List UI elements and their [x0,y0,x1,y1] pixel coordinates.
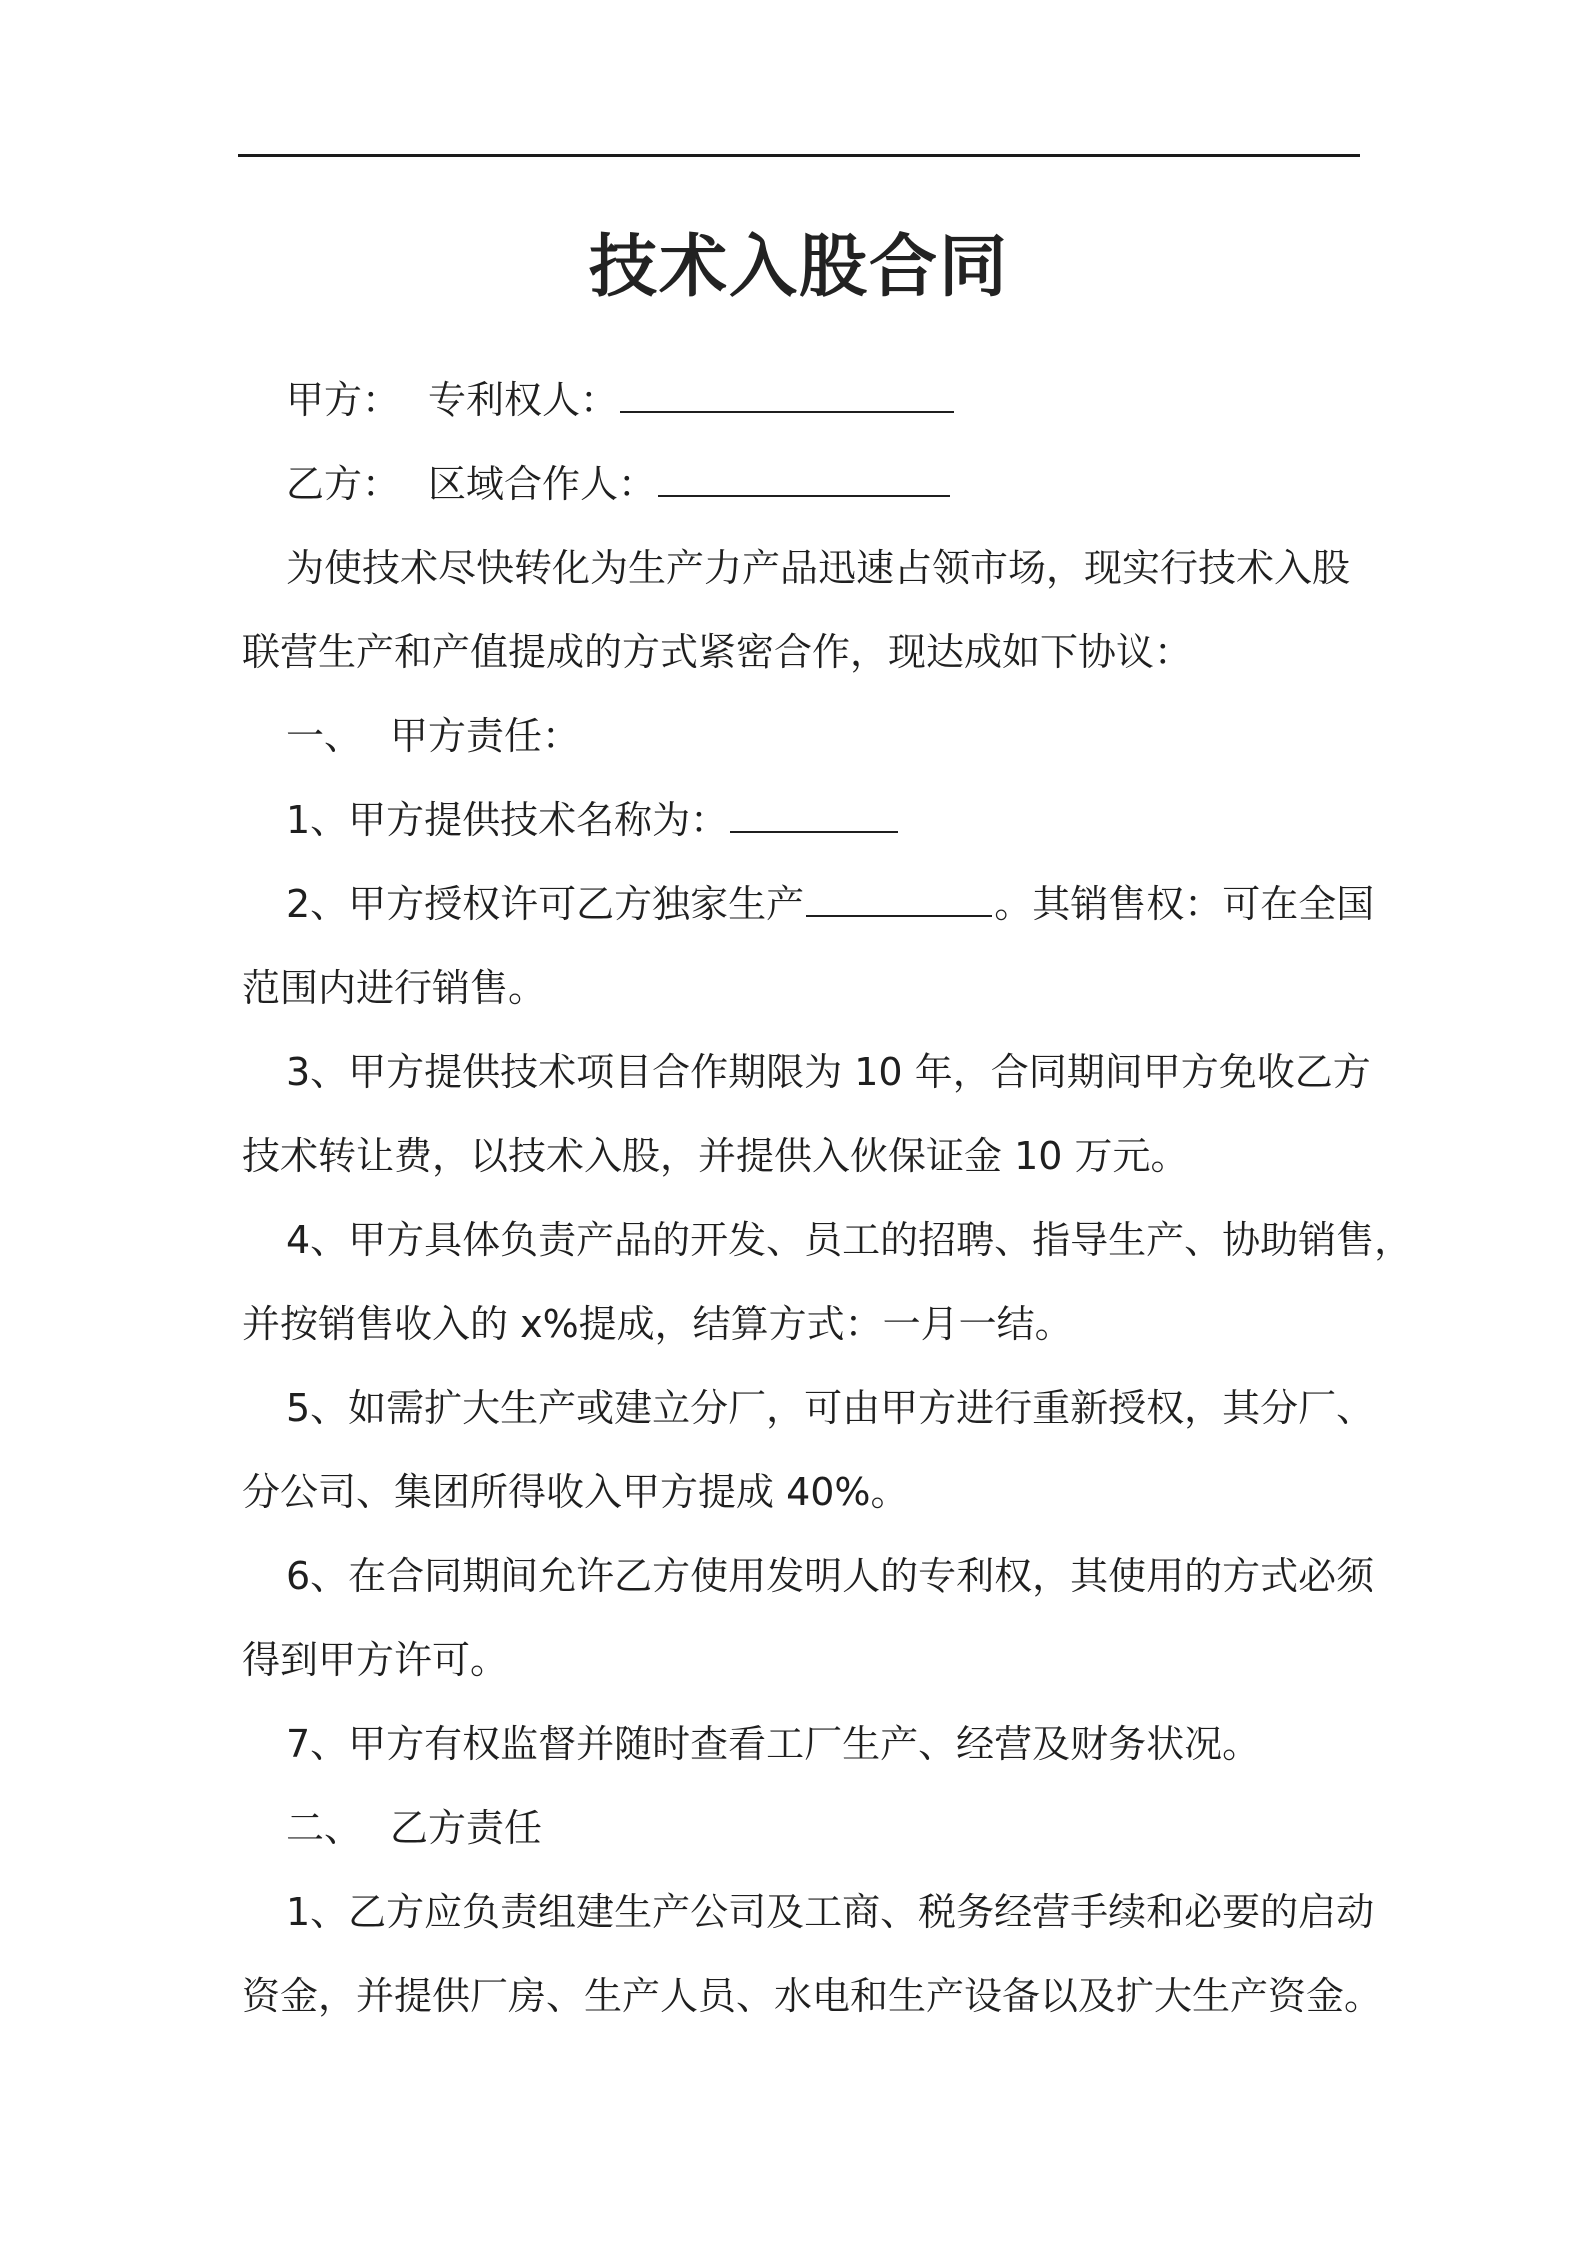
party-a-label: 甲方： [286,378,401,422]
party-b-blank [658,467,950,497]
product-blank [806,887,992,917]
contract-body [242,358,1413,2038]
header-rule [238,154,1360,157]
section-1-title: 甲方责任： [390,714,581,758]
intro-line-2: 联营生产和产值提成的方式紧密合作，现达成如下协议： [242,630,1193,674]
clause-a2-post: 。其销售权：可在全国 [994,882,1375,926]
clause-a4-line-2: 并按销售收入的 x%提成，结算方式：一月一结。 [242,1302,1073,1346]
clause-b1-line-2: 资金，并提供厂房、生产人员、水电和生产设备以及扩大生产资金。 [242,1974,1383,2018]
clause-a2-line-1 [242,862,1375,946]
party-a-role: 专利权人： [428,378,619,422]
clause-a3-line-1: 3、甲方提供技术项目合作期限为 10 年，合同期间甲方免收乙方 [286,1050,1371,1094]
clause-a5-line-1: 5、如需扩大生产或建立分厂，可由甲方进行重新授权，其分厂、 [286,1386,1375,1430]
section-2-number: 二、 [286,1806,363,1850]
clause-a1-text: 1、甲方提供技术名称为： [286,798,729,842]
section-1-number: 一、 [286,714,363,758]
section-2-title: 乙方责任 [390,1806,543,1850]
clause-a3-line-2: 技术转让费，以技术入股，并提供入伙保证金 10 万元。 [242,1134,1189,1178]
party-a-line [242,358,1360,442]
clause-a2-pre: 2、甲方授权许可乙方独家生产 [286,882,805,926]
section-heading-1 [242,694,1360,778]
clause-a4-line-1: 4、甲方具体负责产品的开发、员工的招聘、指导生产、协助销售， [286,1218,1413,1262]
clause-a1 [242,778,1360,862]
clause-a2-line-2: 范围内进行销售。 [242,966,547,1010]
clause-a6-line-1: 6、在合同期间允许乙方使用发明人的专利权，其使用的方式必须 [286,1554,1375,1598]
party-b-line [242,442,1360,526]
clause-b1-line-1: 1、乙方应负责组建生产公司及工商、税务经营手续和必要的启动 [286,1890,1375,1934]
document-title: 技术入股合同 [588,228,1009,307]
clause-a6-line-2: 得到甲方许可。 [242,1638,509,1682]
section-heading-2 [242,1786,1360,1870]
technology-name-blank [730,803,898,833]
party-b-role: 区域合作人： [428,462,657,506]
intro-line-1: 为使技术尽快转化为生产力产品迅速占领市场，现实行技术入股 [286,546,1351,590]
party-a-blank [620,383,954,413]
clause-a5-line-2: 分公司、集团所得收入甲方提成 40%。 [242,1470,909,1514]
clause-a7: 7、甲方有权监督并随时查看工厂生产、经营及财务状况。 [286,1722,1261,1766]
party-b-label: 乙方： [286,462,401,506]
